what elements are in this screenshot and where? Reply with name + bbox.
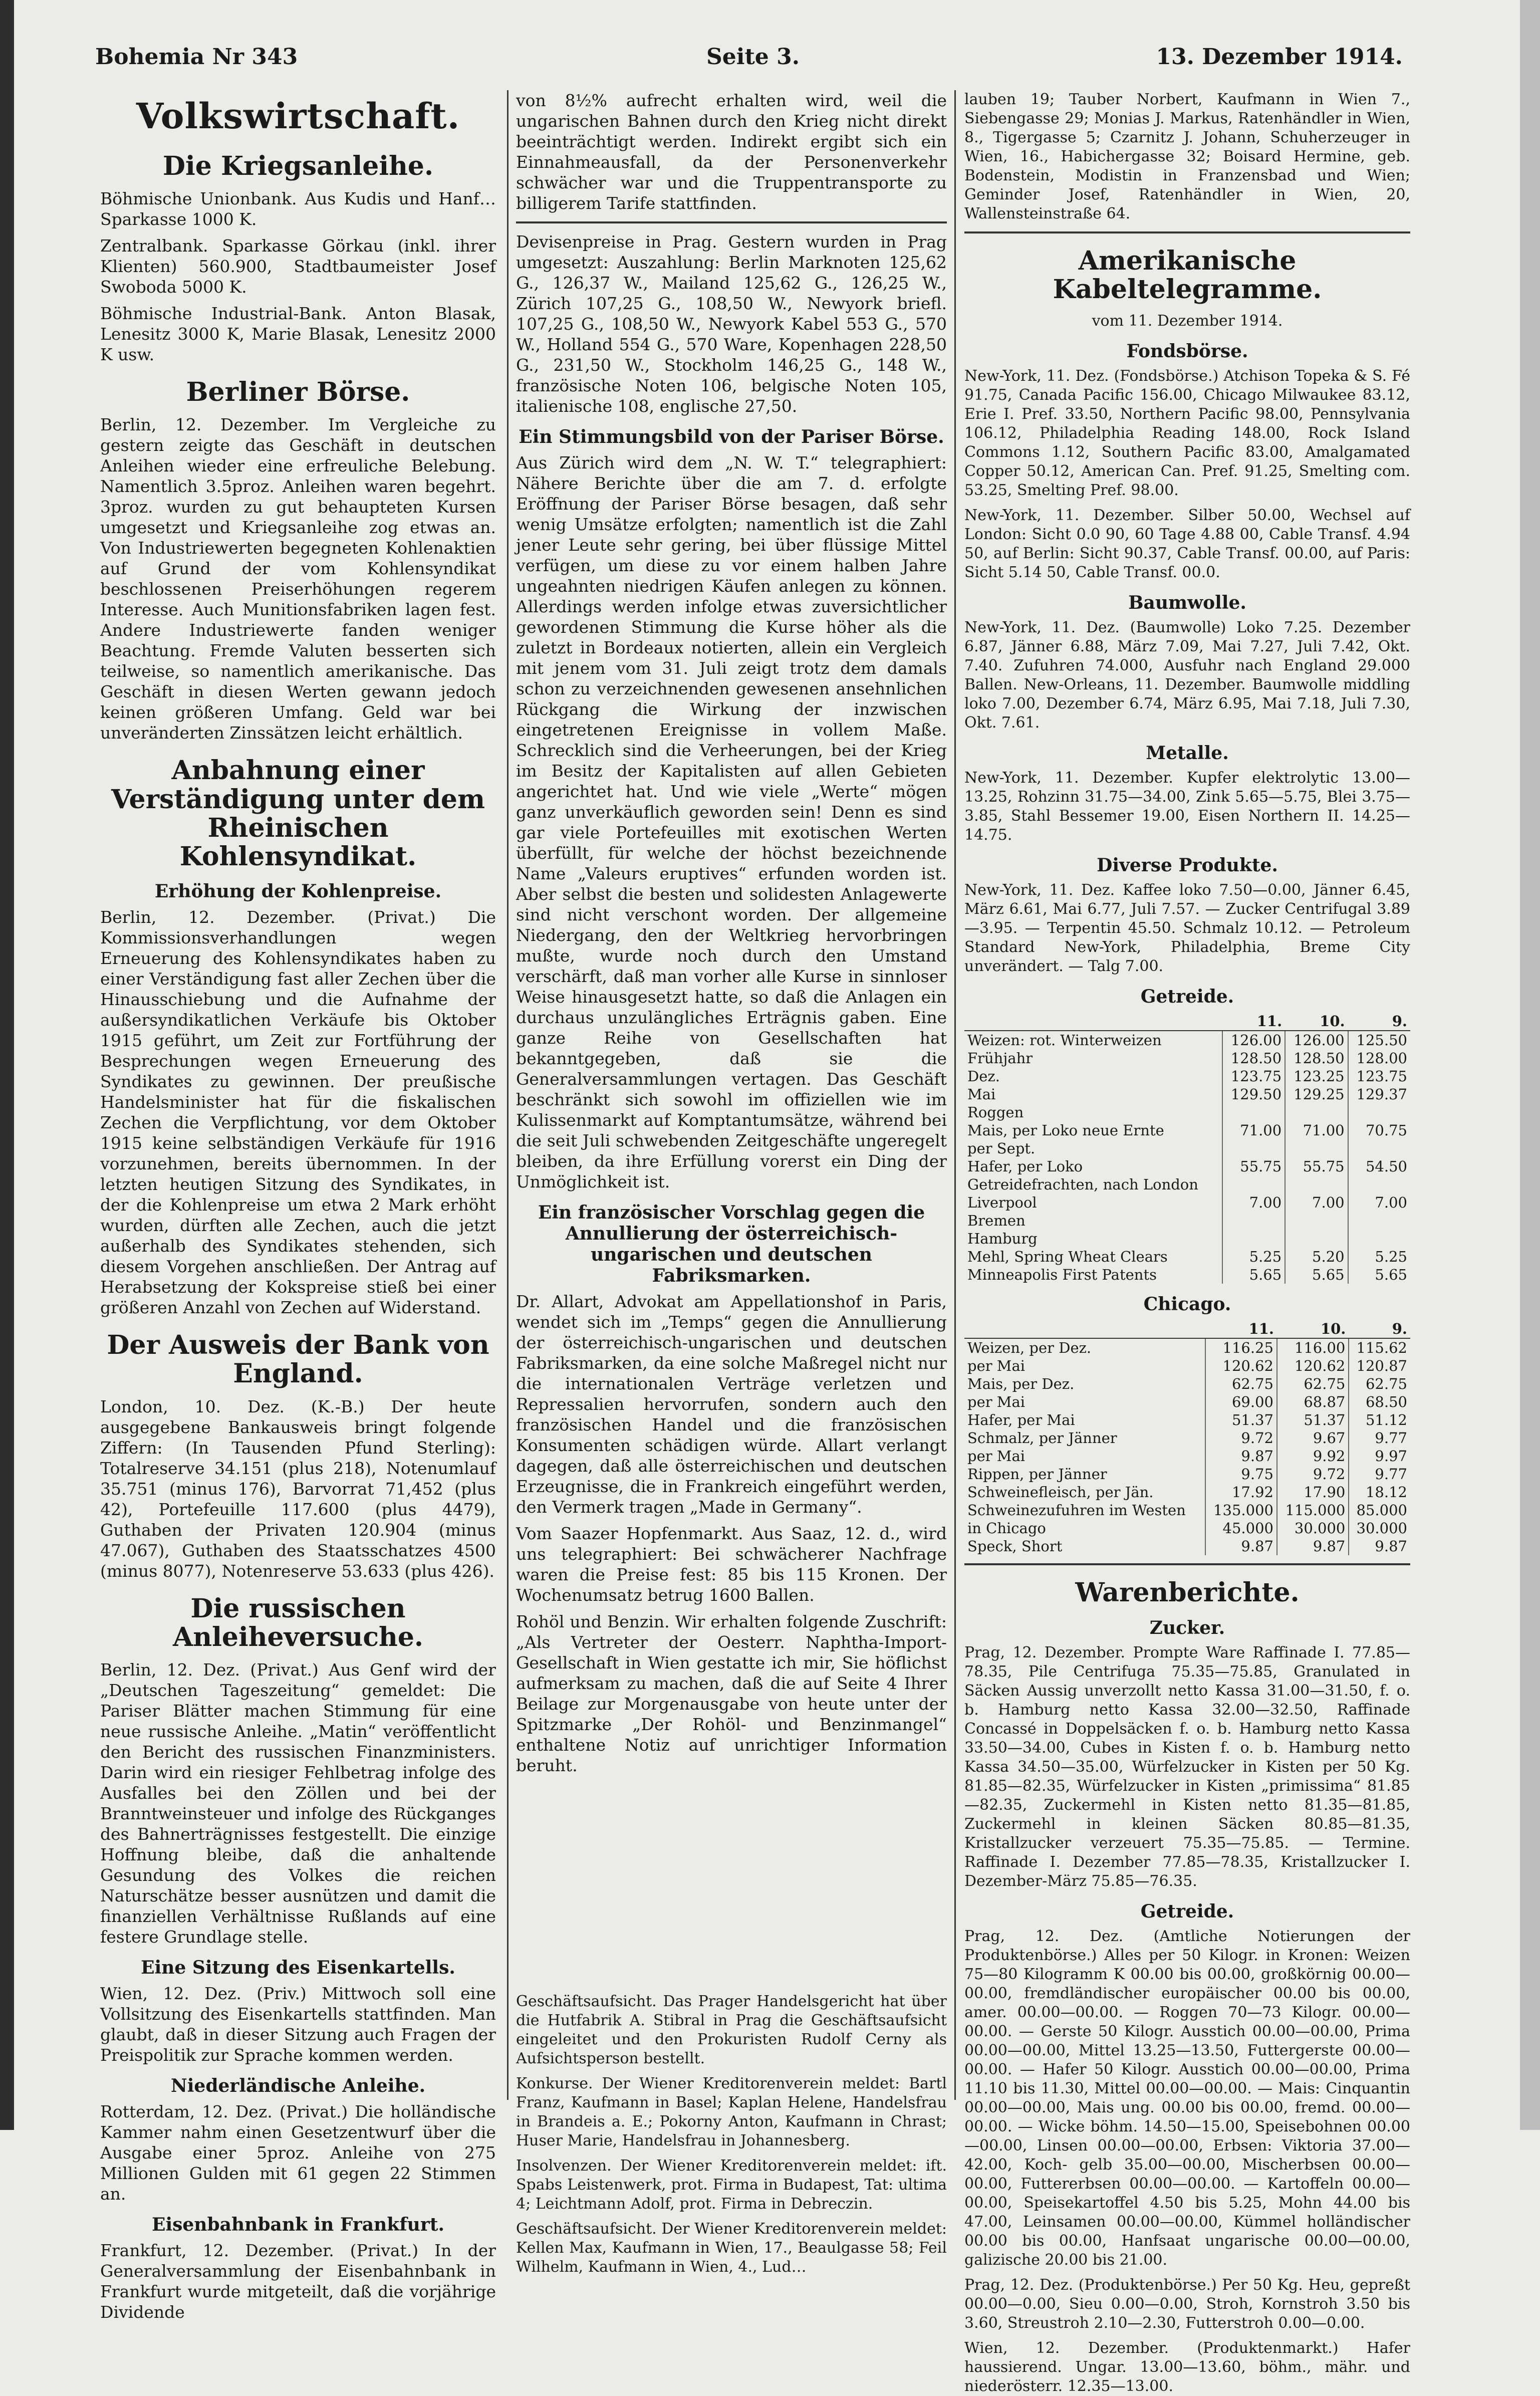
page-header xyxy=(90,44,1403,79)
article-paragraph: Dr. Allart, Advokat am Appellationshof in Paris, wendet sich im „Temps“ gegen die Annullierung der österreichisch-ungarischen und deutschen Fabriksmarken, da eine solche Maßregel nicht nur die internationalen Verträge verletzen und Repressalien hervorrufen, sondern auch den französischen Handel und die französischen Konsumenten schädigen würde. Allart verlangt dagegen, daß alle österreichischen und deutschen Erzeugnisse, die in Frankreich eingeführt werden, den Vermerk tragen „Made in Germany“. xyxy=(516,1292,947,1517)
article-paragraph: Zentralbank. Sparkasse Görkau (inkl. ihrer Klienten) 560.900, Stadtbaumeister Josef Swoboda 5000 K. xyxy=(100,236,496,297)
price-cell: 129.37 xyxy=(1348,1085,1410,1103)
price-cell: 120.62 xyxy=(1205,1357,1277,1375)
article-paragraph: Prag, 12. Dezember. Prompte Ware Raffinade I. 77.85—78.35, Pile Centrifuga 75.35—75.85, Granulated in Säcken Aussig unverzollt netto Kassa 31.00—31.50, f. o. b. Hamburg netto Kassa 32.00—32.50, Raffinade Concassé in Doppelsäcken f. o. b. Hamburg netto Kassa 33.50—34.00, Cubes in Kisten f. o. b. Hamburg netto Kassa 34.50—35.00, Würfelzucker in Kisten per 50 Kg. 81.85—82.35, Würfelzucker in Kisten „primissima“ 81.85—82.35, Zuckermehl in Kisten netto 81.35—81.85, Zuckermehl in kleinen Säcken 80.85—81.35, Kristallzucker verzeuert 75.35—75.85. — Termine. Raffinade I. Dezember 77.85—78.35, Kristallzucker I. Dezember-März 75.85—76.35. xyxy=(964,1643,1410,1890)
price-cell: 30.000 xyxy=(1349,1519,1410,1537)
table-row xyxy=(964,1230,1410,1248)
table-header-label xyxy=(964,1012,1222,1031)
row-label: Hamburg xyxy=(967,1230,1038,1248)
row-label: Mais, per Loko neue Ernte xyxy=(967,1122,1164,1139)
header-paper-number: Bohemia Nr 343 xyxy=(95,44,298,70)
price-cell: 9.72 xyxy=(1277,1465,1349,1483)
article-heading: Niederländische Anleihe. xyxy=(170,2075,426,2096)
price-cell xyxy=(1285,1230,1348,1248)
price-cell xyxy=(1285,1212,1348,1230)
table-row xyxy=(964,1483,1410,1501)
article-paragraph: Geschäftsaufsicht. Der Wiener Kreditorenverein meldet: Kellen Max, Kaufmann in Wien, 17., Beaulgasse 58; Feil Wilhelm, Kaufmann in Wien, 4., Lud… xyxy=(516,2220,947,2276)
row-label: Liverpool xyxy=(967,1194,1037,1212)
price-cell xyxy=(1222,1175,1285,1193)
article-paragraph: lauben 19; Tauber Norbert, Kaufmann in Wien 7., Siebengasse 29; Monias J. Markus, Ratenhändler in Wien, 8., Tigergasse 5; Czarnitz J. Johann, Schuherzeuger in Wien, 16., Habichergasse 32; Boisard Hermine, geb. Bodenstein, Modistin in Franzensbad und Wien; Geminder Josef, Ratenhändler in Wien, 20, Wallensteinstraße 64. xyxy=(964,91,1410,222)
price-cell: 9.97 xyxy=(1349,1447,1410,1465)
article-paragraph: New-York, 11. Dez. Kaffee loko 7.50—0.00, Jänner 6.45, März 6.61, Mai 6.77, Juli 7.57. — Zucker Centrifugal 3.89—3.95. — Terpentin 45.50. Schmalz 10.12. — Petroleum Standard New-York, Philadelphia, Breme City unverändert. — Talg 7.00. xyxy=(964,881,1410,976)
table-row xyxy=(964,1447,1410,1465)
chicago-col-header: 11. xyxy=(1205,1320,1277,1338)
price-cell: 30.000 xyxy=(1277,1519,1349,1537)
price-cell: 128.50 xyxy=(1285,1049,1348,1067)
table-row xyxy=(964,1248,1410,1266)
table-heading: Chicago. xyxy=(1143,1294,1231,1315)
row-label: per Mai xyxy=(967,1357,1025,1375)
article-heading: Eisenbahnbank in Frankfurt. xyxy=(152,2214,444,2235)
article-heading: Der Ausweis der Bank von England. xyxy=(107,1330,489,1389)
article-paragraph: Rotterdam, 12. Dez. (Privat.) Die holländische Kammer nahm einen Gesetzentwurf über die Ausgabe einer 5proz. Anleihe von 275 Millionen Gulden mit 61 gegen 22 Stimmen an. xyxy=(100,2101,496,2204)
price-cell: 5.65 xyxy=(1285,1266,1348,1284)
price-cell: 120.87 xyxy=(1349,1357,1410,1375)
row-label: Schmalz, per Jänner xyxy=(967,1429,1117,1447)
chicago-col-header: 9. xyxy=(1349,1320,1410,1338)
article-subheading: Zucker. xyxy=(1149,1617,1225,1638)
table-row xyxy=(964,1393,1410,1411)
price-cell: 9.87 xyxy=(1277,1537,1349,1555)
article-heading: Berliner Börse. xyxy=(186,377,410,408)
price-cell xyxy=(1285,1139,1348,1157)
row-label: Hafer, per Loko xyxy=(967,1158,1083,1175)
article-paragraph: Prag, 12. Dez. (Produktenbörse.) Per 50 Kg. Heu, gepreßt 00.00—0.00, Sieu 0.00—0.00, Stroh, Kornstroh 3.50 bis 3.60, Streustroh 2.10—2.30, Futterstroh 0.00—0.00. xyxy=(964,2276,1410,2332)
row-label: Mai xyxy=(967,1086,996,1103)
row-label: Roggen xyxy=(967,1104,1024,1121)
price-cell: 9.87 xyxy=(1205,1447,1277,1465)
column-1 xyxy=(100,90,496,2322)
table-header-label xyxy=(964,1320,1205,1338)
column-rule xyxy=(954,90,956,2100)
article-paragraph: von 8½% aufrecht erhalten wird, weil die ungarischen Bahnen durch den Krieg nicht direkt beeinträchtigt werden. Indirekt ergibt sich ein Einnahmeausfall, da der Personenverkehr schwächer war und die Truppentransporte zu billigerem Tarife stattfinden. xyxy=(516,91,947,213)
price-cell: 128.00 xyxy=(1348,1049,1410,1067)
row-label: Mais, per Dez. xyxy=(967,1375,1075,1393)
price-cell: 116.25 xyxy=(1205,1338,1277,1357)
table-row xyxy=(964,1375,1410,1393)
article-paragraph: New-York, 11. Dezember. Silber 50.00, Wechsel auf London: Sicht 0.0 90, 60 Tage 4.88 00, Cable Transf. 4.94 50, auf Berlin: Sicht 90.37, Cable Transf. 00.00, auf Paris: Sicht 5.14 50, Cable Transf. 00.0. xyxy=(964,507,1410,582)
article-dateline: vom 11. Dezember 1914. xyxy=(1092,312,1283,330)
row-label: Mehl, Spring Wheat Clears xyxy=(967,1248,1168,1266)
row-label: per Mai xyxy=(967,1393,1025,1411)
table-row xyxy=(964,1212,1410,1230)
price-cell: 5.65 xyxy=(1222,1266,1285,1284)
article-paragraph: Geschäftsaufsicht. Das Prager Handelsgericht hat über die Hutfabrik A. Stibral in Prag die Geschäftsaufsicht eingeleitet und den Prokuristen Rudolf Cerny als Aufsichtsperson bestellt. xyxy=(516,1993,947,2067)
price-cell: 7.00 xyxy=(1285,1193,1348,1212)
article-heading: Amerikanische Kabeltelegramme. xyxy=(1053,246,1322,305)
table-row xyxy=(964,1121,1410,1139)
table-row xyxy=(964,1031,1410,1049)
price-cell: 5.65 xyxy=(1348,1266,1410,1284)
price-cell: 17.92 xyxy=(1205,1483,1277,1501)
column-3 xyxy=(964,90,1410,2395)
price-cell: 70.75 xyxy=(1348,1121,1410,1139)
article-paragraph: Prag, 12. Dez. (Amtliche Notierungen der Produktenbörse.) Alles per 50 Kilogr. in Kronen: Weizen 75—80 Kilogramm K 00.00 bis 00.00, großkörnig 00.00—00.00, fremdländischer europäischer 00.00 bis 00.00, amer. 00.00—00.00. — Roggen 70—73 Kilogr. 00.00—00.00. — Gerste 50 Kilogr. Ausstich 00.00—00.00, Prima 00.00—00.00, Mittel 13.25—13.50, Futtergerste 00.00—00.00. — Hafer 50 Kilogr. Ausstich 00.00—00.00, Prima 11.10 bis 11.30, Mittel 00.00—00.00. — Mais: Cinquantin 00.00—00.00, Mais ung. 00.00 bis 00.00, fremd. 00.00—00.00. — Wicke böhm. 14.50—15.00, Speisebohnen 00.00—00.00, Linsen 00.00—00.00, Erbsen: Viktoria 37.00—42.00, Koch- gelb 35.00—00.00, Mischerbsen 00.00—00.00, Futtererbsen 00.00—00.00. — Kartoffeln 00.00—00.00, Speisekartoffel 4.50 bis 5.25, Mohn 44.00 bis 47.00, Leinsamen 00.00—00.00, Kümmel holländischer 00.00 bis 00.00, Hanfsaat ungarische 00.00—00.00, galizische 20.00 bis 21.00. xyxy=(964,1927,1410,2269)
scan-left-edge xyxy=(0,0,14,2130)
article-paragraph: New-York, 11. Dez. (Fondsbörse.) Atchison Topeka & S. Fé 91.75, Canada Pacific 156.00, Chicago Milwaukee 83.12, Erie I. Pref. 33.50, Northern Pacific 98.00, Pennsylvania 106.12, Philadelphia Reading 148.00, Rock Island Commons 1.12, Southern Pacific 83.00, Amalgamated Copper 50.12, American Can. Pref. 91.25, Smelting com. 53.25, Smelting Pref. 98.00. xyxy=(964,367,1410,500)
table-row xyxy=(964,1139,1410,1157)
price-cell: 69.00 xyxy=(1205,1393,1277,1411)
getreide-col-header: 9. xyxy=(1348,1012,1410,1031)
table-row xyxy=(964,1537,1410,1555)
row-label: Speck, Short xyxy=(967,1538,1063,1555)
price-cell: 55.75 xyxy=(1285,1157,1348,1175)
article-paragraph: Vom Saazer Hopfenmarkt. Aus Saaz, 12. d., wird uns telegraphiert: Bei schwächerer Nachfrage waren die Preise fest: 85 bis 115 Kronen. Der Wochenumsatz betrug 1600 Ballen. xyxy=(516,1524,947,1605)
section-title: Volkswirtschaft. xyxy=(136,95,460,137)
price-cell: 51.37 xyxy=(1277,1411,1349,1429)
table-row xyxy=(964,1266,1410,1284)
column-2 xyxy=(516,90,947,2276)
article-paragraph: Böhmische Industrial-Bank. Anton Blasak, Lenesitz 3000 K, Marie Blasak, Lenesitz 2000 K usw. xyxy=(100,304,496,365)
table-row xyxy=(964,1193,1410,1212)
article-paragraph: Devisenpreise in Prag. Gestern wurden in Prag umgesetzt: Auszahlung: Berlin Marknoten 125,62 G., 126,37 W., Mailand 125,62 G., 126,25 W., Zürich 107,25 G., 108,50 W., Newyork briefl. 107,25 G., 108,50 W., Newyork Kabel 553 G., 570 W., Holland 554 G., 570 Ware, Kopenhagen 228,50 G., 231,50 W., Stockholm 146,25 G., 148 W., französische Noten 106, belgische Noten 105, italienische 108, englische 27,50. xyxy=(516,232,947,416)
chicago-col-header: 10. xyxy=(1277,1320,1349,1338)
price-cell: 135.000 xyxy=(1205,1501,1277,1519)
price-cell: 123.75 xyxy=(1348,1067,1410,1085)
article-subheading: Getreide. xyxy=(1140,1900,1234,1922)
article-paragraph: Rohöl und Benzin. Wir erhalten folgende Zuschrift: „Als Vertreter der Oesterr. Naphtha-Import-Gesellschaft in Wien gestatte ich mir, Sie höflichst aufmerksam zu machen, daß die auf Seite 4 Ihrer Beilage zur Morgenausgabe von heute unter der Spitzmarke „Der Rohöl- und Benzinmangel“ enthaltene Notiz auf unrichtiger Information beruht. xyxy=(516,1612,947,1775)
price-cell xyxy=(1348,1230,1410,1248)
article-heading: Warenberichte. xyxy=(1075,1577,1300,1608)
article-paragraph: Berlin, 12. Dezember. Im Vergleiche zu gestern zeigte das Geschäft in deutschen Anleihen wieder eine erfreuliche Belebung. Namentlich 3.5proz. Anleihen waren begehrt. 3proz. wurden zu gut behaupteten Kursen umgesetzt und Kriegsanleihe zog etwas an. Von Industriewerten begegneten Kohlenaktien auf Grund der vom Kohlensyndikat beschlossenen Preiserhöhungen regerem Interesse. Auch Munitionsfabriken lagen fest. Andere Industriewerte fanden weniger Beachtung. Fremde Valuten besserten sich teilweise, so namentlich amerikanische. Das Geschäft in diesen Werten gewann jedoch keinen größeren Umfang. Geld war bei unveränderten Zinssätzen leicht erhältlich. xyxy=(100,415,496,743)
price-cell: 17.90 xyxy=(1277,1483,1349,1501)
article-paragraph: New-York, 11. Dez. (Baumwolle) Loko 7.25. Dezember 6.87, Jänner 6.88, März 7.09, Mai 7.27, Juli 7.42, Okt. 7.40. Zufuhren 74.000, Ausfuhr nach England 29.000 Ballen. New-Orleans, 11. Dezember. Baumwolle middling loko 7.00, Dezember 6.74, März 6.95, Mai 7.18, Juli 7.30, Okt. 7.61. xyxy=(964,619,1410,732)
price-cell: 9.67 xyxy=(1277,1429,1349,1447)
article-subheading: Fondsbörse. xyxy=(1126,341,1248,362)
price-cell: 9.72 xyxy=(1205,1429,1277,1447)
row-label: Getreidefrachten, nach London xyxy=(967,1176,1198,1193)
price-cell: 62.75 xyxy=(1349,1375,1410,1393)
price-cell: 45.000 xyxy=(1205,1519,1277,1537)
article-paragraph: London, 10. Dez. (K.-B.) Der heute ausgegebene Bankausweis bringt folgende Ziffern: (In Tausenden Pfund Sterling): Totalreserve 34.151 (plus 218), Notenumlauf 35.751 (minus 176), Barvorrat 71,452 (plus 42), Portefeuille 117.600 (plus 4479), Guthaben der Privaten 120.904 (minus 47.067), Guthaben des Staatsschatzes 4500 (minus 8077), Notenreserve 53.633 (plus 426). xyxy=(100,1396,496,1581)
article-paragraph: Berlin, 12. Dez. (Privat.) Aus Genf wird der „Deutschen Tageszeitung“ gemeldet: Die Pariser Blätter machen Stimmung für eine neue russische Anleihe. „Matin“ veröffentlicht den Bericht des russischen Finanzministers. Darin wird ein riesiger Fehlbetrag infolge des Ausfalles bei den Zöllen und bei der Branntweinsteuer und infolge des Rückganges des Bahnerträgnisses festgestellt. Die einzige Hoffnung bleibe, daß die anhaltende Gesundung des Volkes die reichen Naturschätze besser ausnützen und damit die finanziellen Verhältnisse Rußlands auf eine festere Grundlage stelle. xyxy=(100,1659,496,1947)
article-heading: Die Kriegsanleihe. xyxy=(162,151,434,181)
price-cell: 62.75 xyxy=(1277,1375,1349,1393)
table-heading: Getreide. xyxy=(1140,986,1234,1008)
row-label: per Mai xyxy=(967,1448,1025,1465)
price-cell xyxy=(1222,1212,1285,1230)
table-row xyxy=(964,1519,1410,1537)
price-cell: 9.92 xyxy=(1277,1447,1349,1465)
divider xyxy=(516,221,947,223)
price-cell: 129.50 xyxy=(1222,1085,1285,1103)
table-row xyxy=(964,1103,1410,1121)
article-paragraph: Wien, 12. Dezember. (Produktenmarkt.) Hafer haussierend. Ungar. 13.00—13.60, böhm., mähr. und niederösterr. 12.35—13.00. xyxy=(964,2339,1410,2395)
scan-right-edge xyxy=(1520,0,1540,2130)
price-cell: 71.00 xyxy=(1285,1121,1348,1139)
row-label: Schweinefleisch, per Jän. xyxy=(967,1484,1154,1501)
table-row xyxy=(964,1429,1410,1447)
price-cell: 5.25 xyxy=(1348,1248,1410,1266)
price-cell: 7.00 xyxy=(1222,1193,1285,1212)
price-cell: 51.37 xyxy=(1205,1411,1277,1429)
row-label: Dez. xyxy=(967,1068,1000,1085)
price-cell: 54.50 xyxy=(1348,1157,1410,1175)
article-heading: Anbahnung einer Verständigung unter dem Rheinischen Kohlensyndikat. xyxy=(111,755,485,872)
row-label: Frühjahr xyxy=(967,1050,1033,1067)
price-cell xyxy=(1285,1175,1348,1193)
price-cell xyxy=(1348,1175,1410,1193)
price-cell: 120.62 xyxy=(1277,1357,1349,1375)
article-heading: Ein Stimmungsbild von der Pariser Börse. xyxy=(519,426,944,447)
article-paragraph: New-York, 11. Dezember. Kupfer elektrolytic 13.00—13.25, Rohzinn 31.75—34.00, Zink 5.65—5.75, Blei 3.75—3.85, Stahl Bessemer 19.00, Eisen Northern II. 14.25—14.75. xyxy=(964,769,1410,844)
price-cell: 126.00 xyxy=(1222,1031,1285,1049)
price-cell: 55.75 xyxy=(1222,1157,1285,1175)
article-paragraph: Wien, 12. Dez. (Priv.) Mittwoch soll eine Vollsitzung des Eisenkartells stattfinden. Man glaubt, daß in dieser Sitzung auch Fragen der Preispolitik zur Sprache kommen werden. xyxy=(100,1983,496,2065)
price-cell xyxy=(1285,1103,1348,1121)
blank-space xyxy=(516,1782,947,1992)
getreide-col-header: 11. xyxy=(1222,1012,1285,1031)
price-cell: 126.00 xyxy=(1285,1031,1348,1049)
price-cell: 9.77 xyxy=(1349,1465,1410,1483)
price-cell: 68.87 xyxy=(1277,1393,1349,1411)
article-paragraph: Frankfurt, 12. Dezember. (Privat.) In der Generalversammlung der Eisenbahnbank in Frankfurt wurde mitgeteilt, daß die vorjährige Dividende xyxy=(100,2240,496,2322)
price-cell: 123.75 xyxy=(1222,1067,1285,1085)
price-cell: 5.20 xyxy=(1285,1248,1348,1266)
chicago-table xyxy=(964,1320,1410,1555)
price-cell: 7.00 xyxy=(1348,1193,1410,1212)
divider xyxy=(964,231,1410,233)
price-cell: 128.50 xyxy=(1222,1049,1285,1067)
price-cell: 68.50 xyxy=(1349,1393,1410,1411)
getreide-table xyxy=(964,1012,1410,1284)
row-label: Rippen, per Jänner xyxy=(967,1466,1107,1483)
price-cell: 9.75 xyxy=(1205,1465,1277,1483)
price-cell: 51.12 xyxy=(1349,1411,1410,1429)
divider xyxy=(964,1563,1410,1565)
table-row xyxy=(964,1175,1410,1193)
price-cell: 129.25 xyxy=(1285,1085,1348,1103)
row-label: Hafer, per Mai xyxy=(967,1411,1075,1429)
table-row xyxy=(964,1465,1410,1483)
header-date: 13. Dezember 1914. xyxy=(1156,44,1403,70)
price-cell: 116.00 xyxy=(1277,1338,1349,1357)
row-label: Minneapolis First Patents xyxy=(967,1266,1157,1284)
header-page-number: Seite 3. xyxy=(706,44,800,70)
row-label: Weizen: rot. Winterweizen xyxy=(967,1032,1162,1049)
price-cell: 9.77 xyxy=(1349,1429,1410,1447)
price-cell: 62.75 xyxy=(1205,1375,1277,1393)
price-cell: 115.62 xyxy=(1349,1338,1410,1357)
price-cell: 9.87 xyxy=(1349,1537,1410,1555)
price-cell: 71.00 xyxy=(1222,1121,1285,1139)
article-paragraph: Aus Zürich wird dem „N. W. T.“ telegraphiert: Nähere Berichte über die am 7. d. erfolgte Eröffnung der Pariser Börse besagen, daß sehr wenig Umsätze erfolgten; namentlich ist die Zahl jener Leute sehr gering, bei über flüssige Mittel verfügen, um diese zu vor einem halben Jahre ungeahnten niedrigen Käufen anlegen zu können. Allerdings werden infolge etwas zuversichtlicher gewordenen Stimmung die Kurse höher als die zuletzt in Bordeaux notierten, allein ein Vergleich mit jenem vom 31. Juli zeigt trotz dem damals schon zu verzeichnenden gewesenen ansehnlichen Rückgang die Wirkung der inzwischen eingetretenen Ereignisse in vollem Maße. Schrecklich sind die Verheerungen, bei der Krieg im Besitz der Kapitalisten auf allen Gebieten angerichtet hat. Und wie viele „Werte“ mögen ganz unverkäuflich geworden sein! Denn es sind gar viele Portefeuilles mit exotischen Werten überfüllt, für welche der höchst bezeichnende Name „Valeurs eruptives“ erfunden worden ist. Aber selbst die besten und solidesten Anlagewerte sind nicht verschont worden. Der allgemeine Niedergang, den der Weltkrieg hervorbringen mußte, wurde noch durch den Umstand verschärft, daß man vorher alle Kurse in sinnloser Weise hinausgesetzt hatte, so daß die Anlagen ein durchaus unzulängliches Erträgnis gaben. Eine ganze Reihe von Gesellschaften hat bekanntgegeben, daß sie die Generalversammlungen vertagen. Das Geschäft beschränkt sich sowohl im offiziellen wie im Kulissenmarkt auf Komptantumsätze, während bei die seit Juli schwebenden Zeitgeschäfte ungeregelt bleiben, da ihre Erfüllung vorerst ein Ding der Unmöglichkeit ist. xyxy=(516,453,947,1191)
row-label: Schweinezufuhren im Westen xyxy=(967,1502,1186,1519)
table-row xyxy=(964,1067,1410,1085)
price-cell: 5.25 xyxy=(1222,1248,1285,1266)
price-cell: 115.000 xyxy=(1277,1501,1349,1519)
article-heading: Eine Sitzung des Eisenkartells. xyxy=(141,1957,455,1978)
getreide-col-header: 10. xyxy=(1285,1012,1348,1031)
price-cell: 18.12 xyxy=(1349,1483,1410,1501)
column-rule xyxy=(507,90,508,2100)
table-row xyxy=(964,1411,1410,1429)
article-paragraph: Böhmische Unionbank. Aus Kudis und Hanf… Sparkasse 1000 K. xyxy=(100,189,496,229)
article-paragraph: Berlin, 12. Dezember. (Privat.) Die Kommissionsverhandlungen wegen Erneuerung des Kohlensyndikates haben zu einer Verständigung fast aller Zechen über die Hinausschiebung und die Aufnahme der außersyndikatlichen Verkäufe bis Oktober 1915 geführt, um Zeit zur Fortführung der Besprechungen wegen Erneuerung des Syndikates zu gewinnen. Der preußische Handelsminister hat für die fiskalischen Zechen die Verpflichtung, vor dem Oktober 1915 keine selbständigen Verkäufe für 1916 vorzunehmen, bereits übernommen. In der letzten heutigen Sitzung des Syndikates, in der die Kohlenpreise um etwa 2 Mark erhöht wurden, dürften alle Zechen, auch die jetzt außerhalb des Syndikates stehenden, sich diesem Vorgehen anschließen. Der Antrag auf Herabsetzung der Kokspreise stieß bei einer größeren Anzahl von Zechen auf Widerstand. xyxy=(100,907,496,1318)
price-cell: 123.25 xyxy=(1285,1067,1348,1085)
article-paragraph: Konkurse. Der Wiener Kreditorenverein meldet: Bartl Franz, Kaufmann in Basel; Kaplan Helene, Handelsfrau in Brandeis a. E.; Pokorny Anton, Kaufmann in Chrast; Huser Marie, Handelsfrau in Johannesberg. xyxy=(516,2075,947,2149)
price-cell: 85.000 xyxy=(1349,1501,1410,1519)
table-row xyxy=(964,1049,1410,1067)
article-heading: Die russischen Anleiheversuche. xyxy=(172,1593,424,1652)
article-subheading: Metalle. xyxy=(1146,743,1229,764)
article-heading: Ein französischer Vorschlag gegen die Annullierung der österreichisch-ungarischen und deutschen Fabriksmarken. xyxy=(538,1202,925,1286)
article-subheading: Baumwolle. xyxy=(1128,592,1246,614)
row-label: Bremen xyxy=(967,1212,1025,1230)
row-label: per Sept. xyxy=(967,1140,1036,1157)
row-label: Weizen, per Dez. xyxy=(967,1339,1092,1357)
price-cell xyxy=(1348,1212,1410,1230)
table-row xyxy=(964,1501,1410,1519)
price-cell xyxy=(1348,1139,1410,1157)
article-subheading: Diverse Produkte. xyxy=(1097,855,1278,876)
price-cell xyxy=(1222,1139,1285,1157)
price-cell xyxy=(1222,1230,1285,1248)
table-row xyxy=(964,1338,1410,1357)
table-row xyxy=(964,1357,1410,1375)
price-cell: 9.87 xyxy=(1205,1537,1277,1555)
table-row xyxy=(964,1085,1410,1103)
table-row xyxy=(964,1157,1410,1175)
article-paragraph: Insolvenzen. Der Wiener Kreditorenverein meldet: ift. Spabs Leistenwerk, prot. Firma in Budapest, Tat: ultima 4; Leichtmann Adolf, prot. Firma in Debreczin. xyxy=(516,2157,947,2213)
price-cell: 125.50 xyxy=(1348,1031,1410,1049)
row-label: in Chicago xyxy=(967,1520,1046,1537)
article-subheading: Erhöhung der Kohlenpreise. xyxy=(154,881,442,902)
price-cell xyxy=(1348,1103,1410,1121)
price-cell xyxy=(1222,1103,1285,1121)
